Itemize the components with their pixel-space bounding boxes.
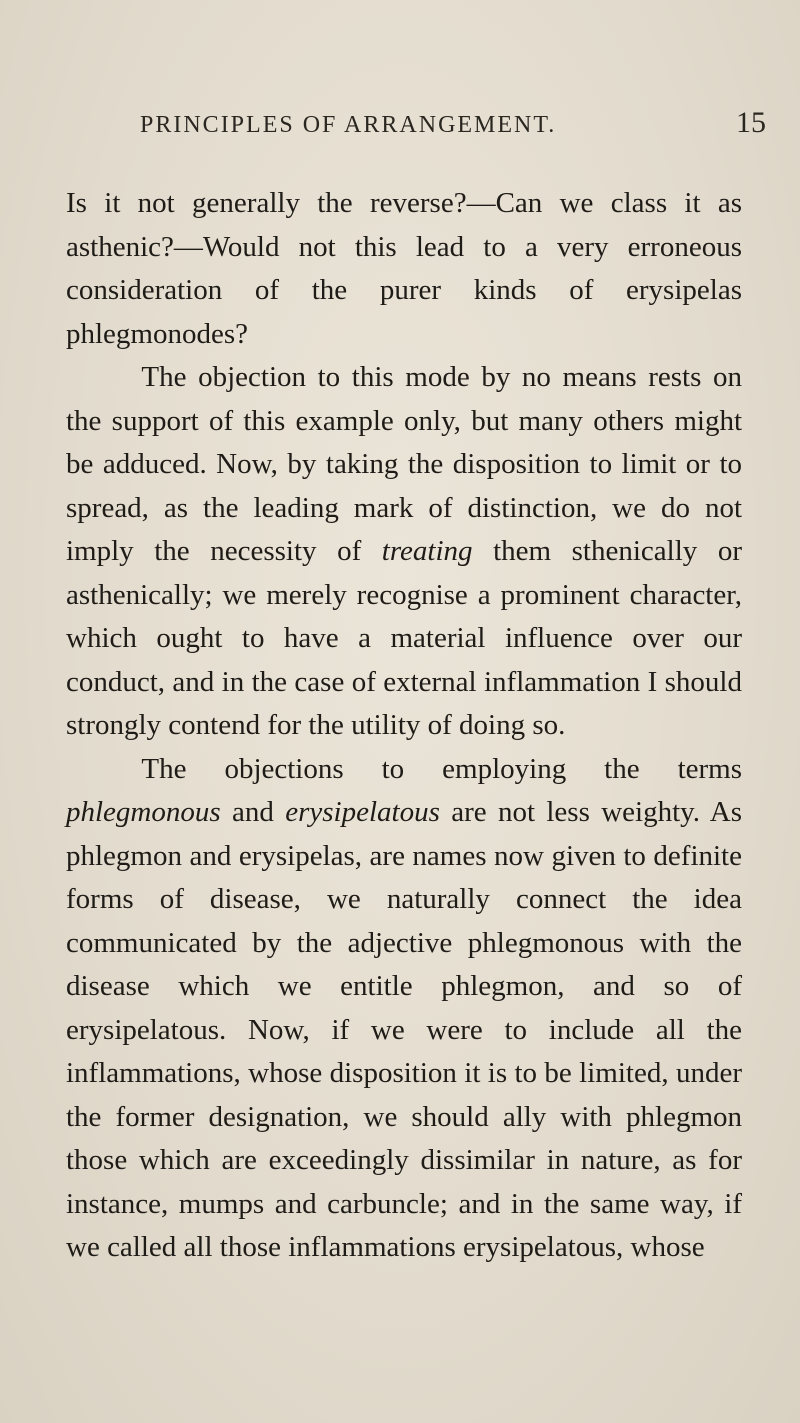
paragraph-3-text-mid: and <box>220 796 286 828</box>
paragraph-3 <box>66 748 742 1270</box>
running-title: PRINCIPLES OF ARRANGEMENT. <box>140 112 557 138</box>
paragraph-2-text-b: them sthenically or asthenically; we merely recognise a prominent character, which ought to have a material influence over our conduct, and in the case of external inflammation I should strongly contend for the utility of doing so. <box>66 535 742 741</box>
paragraph-3-text-a: The objections to employing the terms <box>141 752 742 785</box>
paragraph-2-emphasis: treating <box>381 535 473 567</box>
paragraph-3-text-b: are not less weighty. As phlegmon and erysipelas, are names now given to definite forms of disease, we naturally connect the idea communicated by the adjective phlegmonous with the disease which we entitle phlegmon, and so of erysipelatous. Now, if we were to include all the inflammations, whose disposition it is to be limited, under the former designation, we should ally with phlegmon those which are exceedingly dissimilar in nature, as for instance, mumps and carbuncle; and in the same way, if we called all those inflammations erysipelatous, whose <box>66 796 742 1263</box>
paragraph-2 <box>66 356 742 748</box>
body-text <box>66 182 742 1270</box>
paragraph-3-emphasis-phlegmonous: phlegmonous <box>66 796 221 828</box>
paragraph-1: Is it not generally the reverse?—Can we class it as asthenic?—Would not this lead to a very erroneous consideration of the purer kinds of erysipelas phlegmonodes? <box>66 187 742 350</box>
page-number: 15 <box>736 106 766 139</box>
paragraph-3-emphasis-erysipelatous: erysipelatous <box>285 796 440 828</box>
running-head <box>0 106 800 146</box>
paragraph-2-text-a: The objection to this mode by no means rests on the support of this example only, but many others might be adduced. Now, by taking the disposition to limit or to spread, as the leading mark of distinction, we do not imply the necessity of <box>66 361 742 567</box>
